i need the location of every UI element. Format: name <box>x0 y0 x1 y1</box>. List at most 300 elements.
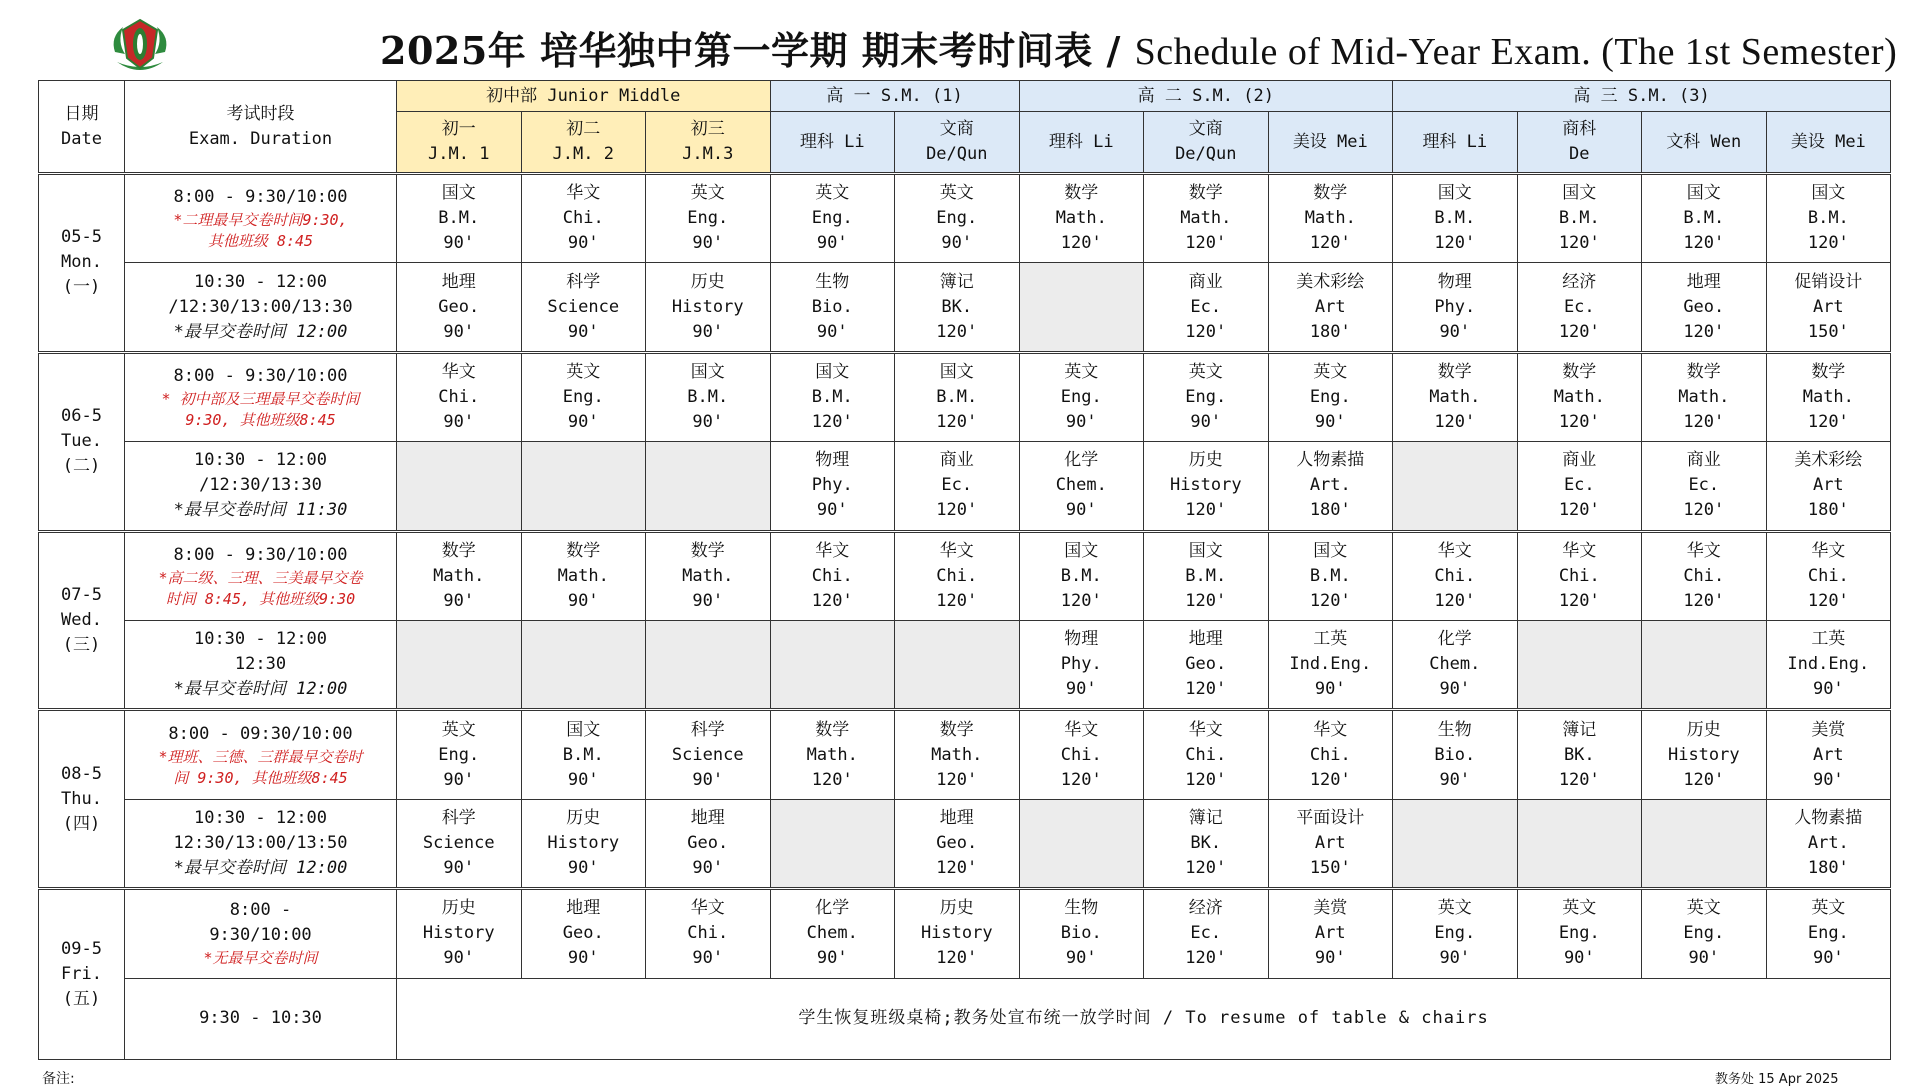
subject-minutes: 120' <box>1683 321 1725 342</box>
subject-cn: 地理 <box>939 808 974 829</box>
duration-cell <box>125 174 397 263</box>
subject-cell <box>397 889 522 978</box>
subject-en: B.M. <box>936 387 978 408</box>
subject-en: Geo. <box>1683 296 1725 317</box>
subject-cn: 国文 <box>1313 540 1348 561</box>
page-title <box>380 20 1900 80</box>
subject-en: Geo. <box>936 833 978 854</box>
subject-cell <box>895 263 1020 352</box>
subject-minutes: 120' <box>1185 948 1227 969</box>
subject-cn: 数学 <box>815 719 850 740</box>
subject-minutes: 120' <box>1309 590 1351 611</box>
subject-cn: 数学 <box>1686 362 1721 383</box>
subject-cell <box>895 710 1020 799</box>
subject-cell <box>1642 531 1767 620</box>
subject-cell <box>770 174 895 263</box>
date-line: (二) <box>62 456 101 477</box>
subject-cell <box>1019 889 1144 978</box>
class-header-line: 文商 <box>939 119 974 139</box>
subject-cell <box>1766 352 1891 441</box>
subject-cell <box>1019 352 1144 441</box>
subject-minutes: 120' <box>1309 769 1351 790</box>
subject-en: Math. <box>433 565 485 586</box>
subject-cell <box>646 352 771 441</box>
subject-en: Eng. <box>811 208 853 229</box>
date-line: 06-5 <box>61 406 102 427</box>
group-sm3: 高 三 S.M. (3) <box>1393 81 1891 112</box>
date-cell <box>39 710 125 889</box>
subject-cell <box>646 531 771 620</box>
subject-cn: 人物素描 <box>1794 808 1863 829</box>
subject-cell <box>1268 442 1393 531</box>
subject-minutes: 90' <box>1439 321 1471 342</box>
subject-cn: 商业 <box>1686 450 1721 471</box>
subject-cn: 数学 <box>441 540 476 561</box>
early-submit-note: 时间 8:45, 其他班级9:30 <box>165 589 356 608</box>
schedule-row <box>39 442 1891 531</box>
subject-cn: 华文 <box>1686 540 1721 561</box>
class-header-line: 文商 <box>1188 119 1223 139</box>
class-header-7 <box>1268 112 1393 174</box>
subject-cn: 英文 <box>690 183 725 204</box>
subject-cn: 数学 <box>1313 183 1348 204</box>
subject-en: Eng. <box>687 208 729 229</box>
subject-en: Ec. <box>941 475 973 496</box>
subject-cell <box>646 799 771 888</box>
subject-cn: 华文 <box>1437 540 1472 561</box>
subject-minutes: 150' <box>1309 858 1351 879</box>
subject-cell <box>521 174 646 263</box>
subject-cn: 美赏 <box>1811 719 1846 740</box>
subject-cn: 商业 <box>939 450 974 471</box>
subject-en: Eng. <box>1309 387 1351 408</box>
subject-en: B.M. <box>811 387 853 408</box>
subject-cn: 英文 <box>566 362 601 383</box>
subject-en: Math. <box>931 744 983 765</box>
subject-cn: 簿记 <box>1562 719 1597 740</box>
schedule-row <box>39 621 1891 710</box>
subject-en: Geo. <box>438 296 480 317</box>
subject-minutes: 120' <box>1683 500 1725 521</box>
schedule-row <box>39 263 1891 352</box>
subject-minutes: 90' <box>1065 679 1097 700</box>
subject-cn: 人物素描 <box>1296 450 1365 471</box>
empty-slot <box>1393 799 1518 888</box>
subject-minutes: 90' <box>567 858 599 879</box>
subject-cell <box>1144 710 1269 799</box>
date-header <box>39 81 125 174</box>
subject-cell <box>895 889 1020 978</box>
subject-minutes: 90' <box>567 412 599 433</box>
date-cell <box>39 531 125 710</box>
session-time-extra: 12:30 <box>234 654 287 675</box>
date-line: (一) <box>62 277 101 298</box>
subject-cell <box>646 263 771 352</box>
date-line: 07-5 <box>61 585 102 606</box>
subject-en: Chi. <box>1185 744 1227 765</box>
date-line: 09-5 <box>61 939 102 960</box>
subject-minutes: 90' <box>1439 679 1471 700</box>
subject-minutes: 120' <box>1434 412 1476 433</box>
subject-cell <box>770 531 895 620</box>
subject-cell <box>770 352 895 441</box>
subject-en: B.M. <box>1309 565 1351 586</box>
date-header-en: Date <box>61 128 102 149</box>
subject-en: Science <box>547 296 620 317</box>
subject-minutes: 120' <box>936 948 978 969</box>
subject-minutes: 90' <box>443 769 475 790</box>
earliest-submit-time: *最早交卷时间 12:00 <box>173 679 348 700</box>
subject-cell <box>1393 621 1518 710</box>
subject-minutes: 90' <box>1065 948 1097 969</box>
subject-minutes: 90' <box>941 233 973 254</box>
subject-cell <box>521 710 646 799</box>
date-cell <box>39 889 125 1060</box>
subject-cn: 英文 <box>1686 898 1721 919</box>
subject-cn: 历史 <box>441 898 476 919</box>
title-cn: 2025年 培华独中第一学期 期末考时间表 <box>380 28 1093 73</box>
subject-en: BK. <box>1563 744 1595 765</box>
date-line: (五) <box>62 989 101 1010</box>
duration-cell <box>125 621 397 710</box>
subject-cell <box>1144 442 1269 531</box>
subject-minutes: 90' <box>692 858 724 879</box>
subject-cell <box>1517 889 1642 978</box>
subject-cell <box>1517 442 1642 531</box>
subject-cn: 工英 <box>1811 629 1846 650</box>
subject-minutes: 90' <box>443 412 475 433</box>
subject-cn: 物理 <box>1064 629 1099 650</box>
subject-en: Chi. <box>1807 565 1849 586</box>
subject-en: Science <box>422 833 495 854</box>
subject-minutes: 120' <box>1807 412 1849 433</box>
subject-cell <box>1642 889 1767 978</box>
subject-cn: 数学 <box>1811 362 1846 383</box>
schedule-row <box>39 978 1891 1059</box>
subject-en: BK. <box>1190 833 1222 854</box>
subject-cell <box>397 799 522 888</box>
session-time: 9:30 - 10:30 <box>199 1008 322 1029</box>
subject-minutes: 120' <box>1434 590 1476 611</box>
subject-cell <box>1019 442 1144 531</box>
subject-cell <box>1766 174 1891 263</box>
class-header-line: De/Qun <box>926 144 988 164</box>
session-time: 10:30 - 12:00 <box>193 629 328 650</box>
subject-cn: 数学 <box>1437 362 1472 383</box>
subject-minutes: 90' <box>692 590 724 611</box>
subject-en: History <box>1667 744 1740 765</box>
subject-minutes: 120' <box>1185 679 1227 700</box>
duration-cell <box>125 263 397 352</box>
subject-minutes: 120' <box>1683 769 1725 790</box>
subject-cell <box>397 531 522 620</box>
subject-minutes: 90' <box>567 948 599 969</box>
subject-cn: 生物 <box>815 271 850 292</box>
subject-en: Chi. <box>1558 565 1600 586</box>
class-header-line: 文科 Wen <box>1666 131 1742 152</box>
subject-cn: 数学 <box>1064 183 1099 204</box>
subject-cn: 英文 <box>1437 898 1472 919</box>
session-time: 8:00 - 9:30/10:00 <box>173 366 348 387</box>
subject-cn: 物理 <box>815 450 850 471</box>
subject-en: Ec. <box>1688 475 1720 496</box>
subject-en: Chi. <box>811 565 853 586</box>
session-time: 10:30 - 12:00 <box>193 808 328 829</box>
subject-en: Geo. <box>687 833 729 854</box>
subject-minutes: 120' <box>811 412 853 433</box>
subject-cn: 华文 <box>815 540 850 561</box>
duration-header-cn: 考试时段 <box>226 103 295 124</box>
subject-minutes: 120' <box>1185 590 1227 611</box>
class-header-line: 美设 Mei <box>1790 131 1866 152</box>
subject-en: Bio. <box>1434 744 1476 765</box>
subject-cn: 历史 <box>690 271 725 292</box>
subject-en: Chi. <box>687 923 729 944</box>
subject-cell <box>1268 263 1393 352</box>
subject-cn: 国文 <box>1064 540 1099 561</box>
subject-en: B.M. <box>1434 208 1476 229</box>
class-header-line: 初二 <box>566 119 601 139</box>
session-time: 8:00 - <box>229 900 292 921</box>
subject-cn: 国文 <box>1811 183 1846 204</box>
subject-cn: 国文 <box>441 183 476 204</box>
session-time: 10:30 - 12:00 <box>193 450 328 471</box>
subject-cn: 商业 <box>1562 450 1597 471</box>
subject-cn: 化学 <box>815 898 850 919</box>
subject-cell <box>646 710 771 799</box>
class-header-9 <box>1517 112 1642 174</box>
subject-cell <box>1517 263 1642 352</box>
subject-en: BK. <box>941 296 973 317</box>
subject-en: Chi. <box>936 565 978 586</box>
duration-cell <box>125 352 397 441</box>
schedule-body <box>39 174 1891 1060</box>
subject-minutes: 90' <box>567 769 599 790</box>
subject-cn: 平面设计 <box>1296 808 1365 829</box>
date-header-cn: 日期 <box>64 103 99 124</box>
subject-cn: 化学 <box>1064 450 1099 471</box>
subject-minutes: 90' <box>1065 500 1097 521</box>
subject-cell <box>1268 799 1393 888</box>
subject-cell <box>1766 442 1891 531</box>
subject-cn: 科学 <box>441 808 476 829</box>
subject-cn: 国文 <box>1562 183 1597 204</box>
subject-minutes: 120' <box>1060 769 1102 790</box>
subject-cn: 华文 <box>566 183 601 204</box>
subject-cn: 英文 <box>1313 362 1348 383</box>
subject-en: Geo. <box>1185 654 1227 675</box>
subject-cn: 历史 <box>1188 450 1223 471</box>
subject-en: Bio. <box>811 296 853 317</box>
class-header-4 <box>895 112 1020 174</box>
subject-cell <box>1517 352 1642 441</box>
date-cell <box>39 352 125 531</box>
subject-minutes: 90' <box>816 233 848 254</box>
subject-minutes: 90' <box>1314 412 1346 433</box>
subject-cn: 簿记 <box>939 271 974 292</box>
subject-cn: 国文 <box>690 362 725 383</box>
subject-cn: 英文 <box>815 183 850 204</box>
empty-slot <box>1517 799 1642 888</box>
empty-slot <box>770 621 895 710</box>
subject-minutes: 180' <box>1807 858 1849 879</box>
schedule-row <box>39 889 1891 978</box>
subject-cell <box>770 710 895 799</box>
subject-en: B.M. <box>1185 565 1227 586</box>
early-submit-note: 其他班级 8:45 <box>207 232 314 251</box>
date-line: 05-5 <box>61 227 102 248</box>
subject-cell <box>1766 710 1891 799</box>
subject-cell <box>895 442 1020 531</box>
subject-cell <box>895 174 1020 263</box>
subject-en: Art <box>1812 296 1844 317</box>
subject-en: Chem. <box>806 923 858 944</box>
subject-cn: 物理 <box>1437 271 1472 292</box>
date-line: Fri. <box>61 964 102 985</box>
subject-en: Chi. <box>1060 744 1102 765</box>
subject-en: Phy. <box>811 475 853 496</box>
subject-en: History <box>1169 475 1242 496</box>
subject-en: Art <box>1314 296 1346 317</box>
subject-en: Math. <box>806 744 858 765</box>
subject-en: Art <box>1812 744 1844 765</box>
subject-minutes: 120' <box>1558 321 1600 342</box>
subject-minutes: 90' <box>1563 948 1595 969</box>
subject-cn: 经济 <box>1188 898 1223 919</box>
subject-minutes: 120' <box>1185 769 1227 790</box>
earliest-submit-time: *最早交卷时间 12:00 <box>173 321 348 342</box>
subject-minutes: 120' <box>1060 233 1102 254</box>
subject-en: History <box>671 296 744 317</box>
duration-cell <box>125 978 397 1059</box>
subject-cn: 英文 <box>1811 898 1846 919</box>
subject-cell <box>1019 621 1144 710</box>
earliest-submit-time: *最早交卷时间 11:30 <box>173 500 348 521</box>
subject-cell <box>1642 352 1767 441</box>
title-separator: / <box>1106 28 1121 73</box>
earliest-submit-time: *最早交卷时间 12:00 <box>173 858 348 879</box>
subject-cn: 化学 <box>1437 629 1472 650</box>
subject-cell <box>1268 710 1393 799</box>
subject-en: Math. <box>1678 387 1730 408</box>
subject-cell <box>1268 531 1393 620</box>
subject-cell <box>1766 621 1891 710</box>
class-header-1 <box>521 112 646 174</box>
empty-slot <box>1642 621 1767 710</box>
subject-en: Chem. <box>1429 654 1481 675</box>
subject-en: Eng. <box>1060 387 1102 408</box>
subject-cn: 地理 <box>1686 271 1721 292</box>
class-header-line: De/Qun <box>1175 144 1237 164</box>
subject-cell <box>1268 352 1393 441</box>
class-header-6 <box>1144 112 1269 174</box>
subject-minutes: 90' <box>443 321 475 342</box>
subject-minutes: 90' <box>1812 948 1844 969</box>
subject-cn: 华文 <box>1064 719 1099 740</box>
date-line: Thu. <box>61 788 102 809</box>
subject-minutes: 120' <box>1683 412 1725 433</box>
subject-cell <box>1019 531 1144 620</box>
empty-slot <box>521 442 646 531</box>
subject-en: B.M. <box>1558 208 1600 229</box>
subject-minutes: 90' <box>1314 679 1346 700</box>
subject-cn: 华文 <box>939 540 974 561</box>
subject-en: B.M. <box>562 744 604 765</box>
subject-cell <box>1517 710 1642 799</box>
duration-cell <box>125 442 397 531</box>
subject-minutes: 90' <box>1812 679 1844 700</box>
subject-cn: 数学 <box>1188 183 1223 204</box>
subject-cn: 华文 <box>1562 540 1597 561</box>
duration-cell <box>125 799 397 888</box>
subject-minutes: 90' <box>1065 412 1097 433</box>
subject-minutes: 180' <box>1807 500 1849 521</box>
subject-cn: 国文 <box>1437 183 1472 204</box>
subject-en: Eng. <box>1683 923 1725 944</box>
class-header-line: J.M. 2 <box>552 144 614 164</box>
subject-minutes: 90' <box>692 769 724 790</box>
subject-cell <box>1393 263 1518 352</box>
subject-minutes: 90' <box>692 233 724 254</box>
subject-cell <box>1019 174 1144 263</box>
subject-cell <box>1144 531 1269 620</box>
subject-en: Math. <box>1180 208 1232 229</box>
subject-minutes: 120' <box>1558 769 1600 790</box>
class-header-5 <box>1019 112 1144 174</box>
subject-cell <box>1393 174 1518 263</box>
subject-cn: 美术彩绘 <box>1794 450 1863 471</box>
subject-en: Phy. <box>1434 296 1476 317</box>
subject-en: Eng. <box>1807 923 1849 944</box>
subject-cell <box>646 174 771 263</box>
session-time-extra: 12:30/13:00/13:50 <box>173 833 348 854</box>
subject-en: Phy. <box>1060 654 1102 675</box>
date-line: (三) <box>62 635 101 656</box>
subject-minutes: 120' <box>1807 233 1849 254</box>
subject-cell <box>397 710 522 799</box>
subject-cn: 历史 <box>566 808 601 829</box>
subject-cell <box>770 889 895 978</box>
footer-stamp: 教务处 15 Apr 2025 <box>1715 1072 1839 1087</box>
subject-cn: 生物 <box>1064 898 1099 919</box>
subject-en: Ind.Eng. <box>1787 654 1870 675</box>
subject-cell <box>1144 621 1269 710</box>
subject-cell <box>1019 710 1144 799</box>
subject-en: B.M. <box>438 208 480 229</box>
subject-minutes: 120' <box>1558 500 1600 521</box>
subject-cell <box>521 531 646 620</box>
class-header-3 <box>770 112 895 174</box>
subject-cn: 英文 <box>1562 898 1597 919</box>
exam-schedule-table <box>38 80 1891 1060</box>
subject-minutes: 90' <box>443 858 475 879</box>
subject-en: Math. <box>1429 387 1481 408</box>
subject-cell <box>397 352 522 441</box>
subject-cell <box>1268 889 1393 978</box>
subject-minutes: 90' <box>443 233 475 254</box>
empty-slot <box>521 621 646 710</box>
subject-cn: 美术彩绘 <box>1296 271 1365 292</box>
subject-cn: 簿记 <box>1188 808 1223 829</box>
subject-minutes: 180' <box>1309 500 1351 521</box>
subject-cn: 国文 <box>1686 183 1721 204</box>
subject-cell <box>770 442 895 531</box>
subject-minutes: 120' <box>811 590 853 611</box>
subject-cn: 美赏 <box>1313 898 1348 919</box>
subject-cn: 历史 <box>939 898 974 919</box>
subject-minutes: 150' <box>1807 321 1849 342</box>
subject-cell <box>895 352 1020 441</box>
